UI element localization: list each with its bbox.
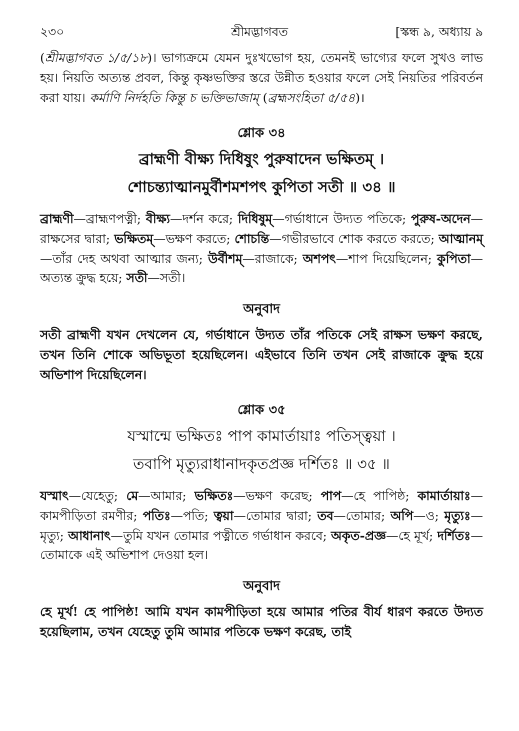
intro-text: । ভাগ্যক্রমে যেমন দুঃখভোগ হয়, তেমনই ভাগ্যের ফলে সুখও লাভ হয়। নিয়তি অত্যন্ত প্রবল, কিন্তু কৃষ্ণভক্তির স্তরে উন্নীত হওয়ার ফলে সেই নিয়তির পরিবর্তন করা যায়। [40,50,483,105]
synonym-term: অকৃত-প্রজ্ঞ [331,527,386,543]
verse-35-heading: শ্লোক ৩৫ [237,402,286,418]
synonym-meaning: যেহেতু; [80,487,119,503]
verse-34-translation-heading: অনুবাদ [243,302,280,318]
synonym-term: সতী [126,270,148,286]
synonym-meaning: ও; [425,507,439,523]
intro-quote: কর্মাণি নির্দহতি কিন্তু চ ভক্তিভাজাম্ [89,89,259,105]
synonym-meaning: তোমাকে এই অভিশাপ দেওয়া হল। [40,547,209,563]
synonym-meaning: ভক্ষণ করতে; [165,230,231,246]
synonym-term: পতিঃ [142,507,171,523]
verse-35-line-1: যস্মান্মে ভক্ষিতঃ পাপ কামার্তায়াঃ পতিস্ত্বয়া । [127,427,396,446]
synonym-term: দিধিষুম্ [237,210,273,226]
intro-paragraph: (শ্রীমদ্ভাগবত ১/৫/১৮)। ভাগ্যক্রমে যেমন দুঃখভোগ হয়, তেমনই ভাগ্যের ফলে সুখও লাভ হয়। নিয়তি অত্যন্ত প্রবল, কিন্তু কৃষ্ণভক্তির স্তরে উন্নীত হওয়ার ফলে সেই নিয়তির পরিবর্তন করা যায়। কর্মাণি নির্দহতি কিন্তু চ ভক্তিভাজাম্ (ব্রহ্মসংহিতা ৫/৫৪)। [40,50,483,105]
synonym-meaning: সতী। [159,270,186,286]
verse-34-translation: সতী ব্রাহ্মণী যখন দেখলেন যে, গর্ভাধানে উদ্যত তাঁর পতিকে সেই রাক্ষস ভক্ষণ করছে, তখন তিনি শোকে অভিভূতা হয়েছিলেন। এইভাবে তিনি তখন সেই রাজাকে ক্রুদ্ধ হয়ে অভিশাপ দিয়েছিলেন। [40,327,483,382]
synonym-term: ভক্ষিতম্ [114,230,154,246]
synonym-meaning: গভীরভাবে শোক করতে করতে; [281,230,435,246]
synonym-meaning: পতি; [182,507,209,523]
synonym-term: উর্বীশম্ [208,250,243,266]
synonym-term: যস্মাৎ [40,487,69,503]
verse-34-heading: শ্লোক ৩৪ [237,125,286,141]
synonym-meaning: ব্রাহ্মণপত্নী; [85,210,142,226]
book-title: শ্রীমদ্ভাগবত [231,24,288,39]
synonym-term: দর্শিতঃ [437,527,471,543]
synonym-meaning: দর্শন করে; [182,210,234,226]
synonym-meaning: অত্যন্ত ক্রুদ্ধ হয়ে; [40,270,123,286]
synonym-meaning: রাজাকে; [254,250,298,266]
synonym-meaning: মৃত্যু; [40,527,64,543]
synonym-meaning: হে পাপিষ্ঠ; [353,487,410,503]
verse-34-line-2: শোচন্ত্যাত্মানমুর্বীশমশপৎ কুপিতা সতী ॥ ৩৪ ॥ [127,177,396,196]
verse-35-translation: হে মূর্খ! হে পাপিষ্ঠ! আমি যখন কামপীড়িতা হয়ে আমার পতির বীর্য ধারণ করতে উদ্যত হয়েছিলাম, তখন যেহেতু তুমি আমার পতিকে ভক্ষণ করেছ, তাই [40,604,483,639]
synonym-meaning: তাঁর দেহ অথবা আত্মার জন্য; [52,250,203,266]
synonym-term: শোচন্তি [234,230,270,246]
synonym-term: পুরুষ-অদেন [411,210,471,226]
synonym-meaning: তোমার দ্বারা; [245,507,312,523]
synonym-term: কুপিতা [437,250,471,266]
synonym-term: বীক্ষ্য [145,210,170,226]
page-header [40,22,483,48]
synonym-meaning: হে মূর্খ; [398,527,434,543]
verse-35-synonyms: যস্মাৎ—যেহেতু; মে—আমার; ভক্ষিতঃ—ভক্ষণ করেছ; পাপ—হে পাপিষ্ঠ; কামার্তায়াঃ—কামপীড়িতা রমণীর; পতিঃ—পতি; ত্বয়া—তোমার দ্বারা; তব—তোমার; অপি—ও; মৃত্যুঃ—মৃত্যু; আধানাৎ—তুমি যখন তোমার পত্নীতে গর্ভাধান করবে; অকৃত-প্রজ্ঞ—হে মূর্খ; দর্শিতঃ—তোমাকে এই অভিশাপ দেওয়া হল। [40,487,483,563]
synonym-term: তব [317,507,334,523]
synonym-meaning: আমার; [150,487,187,503]
synonym-meaning: গর্ভাধানে উদ্যত পতিকে; [284,210,407,226]
synonym-meaning: কামপীড়িতা রমণীর; [40,507,138,523]
synonym-term: ভক্ষিতঃ [194,487,234,503]
verse-34-synonyms: ব্রাহ্মণী—ব্রাহ্মণপত্নী; বীক্ষ্য—দর্শন করে; দিধিষুম্—গর্ভাধানে উদ্যত পতিকে; পুরুষ-অদেন—রাক্ষসের দ্বারা; ভক্ষিতম্—ভক্ষণ করতে; শোচন্তি—গভীরভাবে শোক করতে করতে; আত্মানম্—তাঁর দেহ অথবা আত্মার জন্য; উর্বীশম্—রাজাকে; অশপৎ—শাপ দিয়েছিলেন; কুপিতা—অত্যন্ত ক্রুদ্ধ হয়ে; সতী—সতী। [40,210,484,286]
synonym-term: আধানাৎ [68,527,111,543]
page-number: ২৩০ [40,24,65,39]
verse-35-translation-heading: অনুবাদ [243,579,280,595]
chapter-reference: [স্কন্ধ ৯, অধ্যায় ৯ [395,24,483,39]
verse-34-line-1: ব্রাহ্মণী বীক্ষ্য দিধিষুং পুরুষাদেন ভক্ষিতম্ । [138,150,385,169]
intro-reference-1: শ্রীমদ্ভাগবত ১/৫/১৮ [44,50,148,65]
synonym-term: ত্বয়া [213,507,234,523]
verse-35-line-2: তবাপি মৃত্যুরাধানাদকৃতপ্রজ্ঞ দর্শিতঃ ॥ ৩৫ ॥ [133,454,390,473]
synonym-meaning: তুমি যখন তোমার পত্নীতে গর্ভাধান করবে; [123,527,327,543]
synonym-term: অপি [390,507,414,523]
synonym-meaning: ভক্ষণ করেছ; [245,487,313,503]
synonym-term: অশপৎ [302,250,336,266]
intro-reference-2: ব্রহ্মসংহিতা ৫/৫৪ [267,89,356,105]
synonym-meaning: রাক্ষসের দ্বারা; [40,230,111,246]
synonym-meaning: তোমার; [345,507,386,523]
synonym-term: ব্রাহ্মণী [40,210,74,226]
synonym-term: মে [126,487,139,503]
synonym-term: মৃত্যুঃ [444,507,471,523]
synonym-meaning: শাপ দিয়েছিলেন; [348,250,432,266]
synonym-term: আত্মানম্ [438,230,484,246]
synonym-term: পাপ [320,487,342,503]
synonym-term: কামার্তায়াঃ [417,487,471,503]
